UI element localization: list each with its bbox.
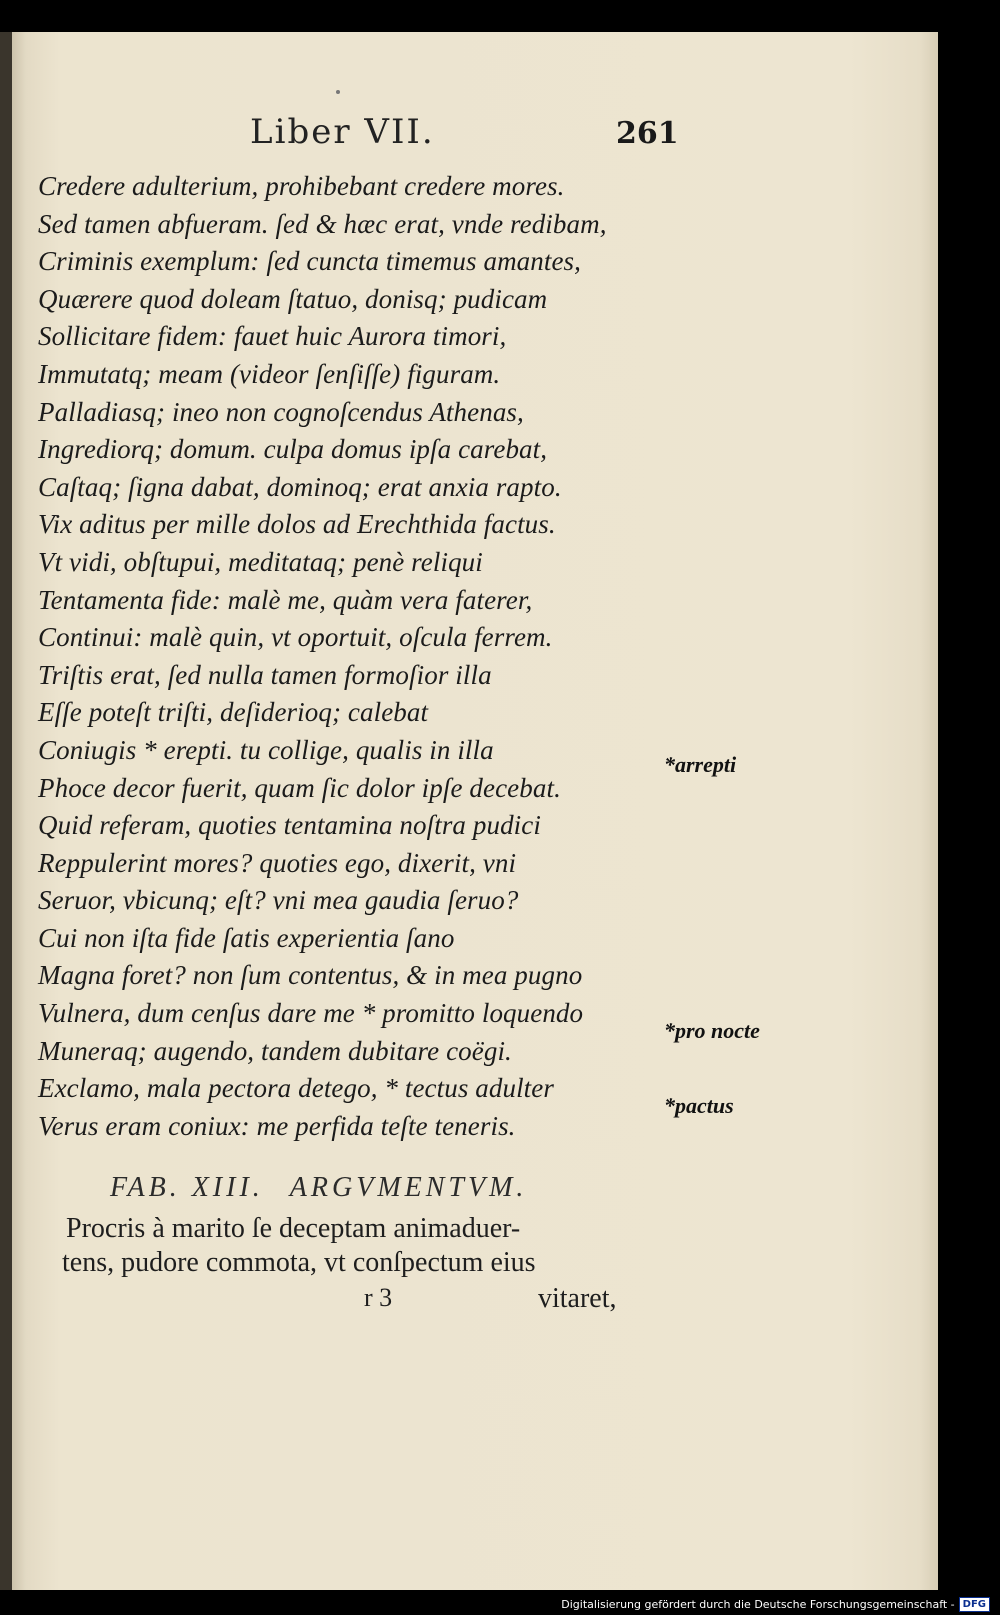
verse-line: Vt vidi, obſtupui, meditataq; penè reliqui <box>38 546 483 577</box>
verse-line: Coniugis * erepti. tu collige, qualis in illa <box>38 734 494 765</box>
verse-line: Ingrediorq; domum. culpa domus ipſa carebat, <box>38 434 548 465</box>
verse-line: Magna foret? non ſum contentus, & in mea pugno <box>38 960 583 991</box>
catchword: vitaret, <box>538 1283 617 1314</box>
funding-credit: Digitalisierung gefördert durch die Deutsche Forschungsgemeinschaft - <box>561 1598 955 1611</box>
verse-line: Quid referam, quoties tentamina noſtra pudici <box>38 810 541 841</box>
verse-line: Caſtaq; ſigna dabat, dominoq; erat anxia rapto. <box>38 471 562 502</box>
verse-line: Muneraq; augendo, tandem dubitare coëgi. <box>38 1035 512 1066</box>
signature-mark: r 3 <box>364 1283 393 1312</box>
verse-line: Criminis exemplum: ſed cuncta timemus amantes, <box>38 246 582 277</box>
verse-line: Vulnera, dum cenſus dare me * promitto loquendo <box>38 998 584 1029</box>
page-number: 261 <box>616 116 679 151</box>
verse-text <box>38 168 658 1145</box>
verse-line: Sollicitare fidem: fauet huic Aurora timori, <box>38 321 507 352</box>
argument-line: tens, pudore commota, vt conſpectum eius <box>62 1247 536 1278</box>
verse-line: Cui non iſta fide ſatis experientia ſano <box>38 922 455 953</box>
verse-line: Continui: malè quin, vt oportuit, oſcula ferrem. <box>38 622 553 653</box>
verse-line: Reppulerint mores? quoties ego, dixerit, vni <box>38 847 517 878</box>
argument-text <box>62 1212 656 1280</box>
dfg-logo: DFG <box>959 1597 990 1612</box>
verse-line: Tentamenta fide: malè me, quàm vera faterer, <box>38 584 533 615</box>
verse-line: Eſſe poteſt triſti, deſiderioq; calebat <box>38 697 429 728</box>
margin-note-arrepti: *arrepti <box>664 752 737 777</box>
digitization-footer <box>561 1597 990 1612</box>
margin-note-pro-nocte: *pro nocte <box>664 1018 760 1043</box>
verse-line: Triſtis erat, ſed nulla tamen formoſior illa <box>38 659 492 690</box>
fable-number: FAB. XIII. <box>110 1172 264 1203</box>
verse-line: Palladiasq; ineo non cognoſcendus Athenas, <box>38 396 524 427</box>
verse-line: Sed tamen abfueram. ſed & hæc erat, vnde redibam, <box>38 208 607 239</box>
verse-line: Vix aditus per mille dolos ad Erechthida factus. <box>38 509 556 540</box>
ink-speck <box>336 90 340 94</box>
argument-heading <box>110 1172 553 1204</box>
verse-line: Immutatq; meam (videor ſenſiſſe) figuram. <box>38 358 501 389</box>
verse-line: Phoce decor fuerit, quam ſic dolor ipſe decebat. <box>38 772 561 803</box>
verse-line: Verus eram coniux: me perfida teſte teneris. <box>38 1110 516 1141</box>
argument-line: Procris à marito ſe deceptam animaduer- <box>66 1213 521 1244</box>
page-gutter-shadow <box>0 32 12 1590</box>
verse-line: Quærere quod doleam ſtatuo, donisq; pudicam <box>38 283 548 314</box>
margin-note-pactus: *pactus <box>664 1093 734 1118</box>
running-title: Liber VII. <box>250 112 435 152</box>
verse-line: Credere adulterium, prohibebant credere mores. <box>38 171 565 201</box>
verse-line: Seruor, vbicunq; eſt? vni mea gaudia ſeruo? <box>38 885 519 916</box>
verse-line: Exclamo, mala pectora detego, * tectus adulter <box>38 1073 554 1104</box>
argument-label: ARGVMENTVM. <box>289 1172 528 1203</box>
page-header <box>0 112 1000 162</box>
